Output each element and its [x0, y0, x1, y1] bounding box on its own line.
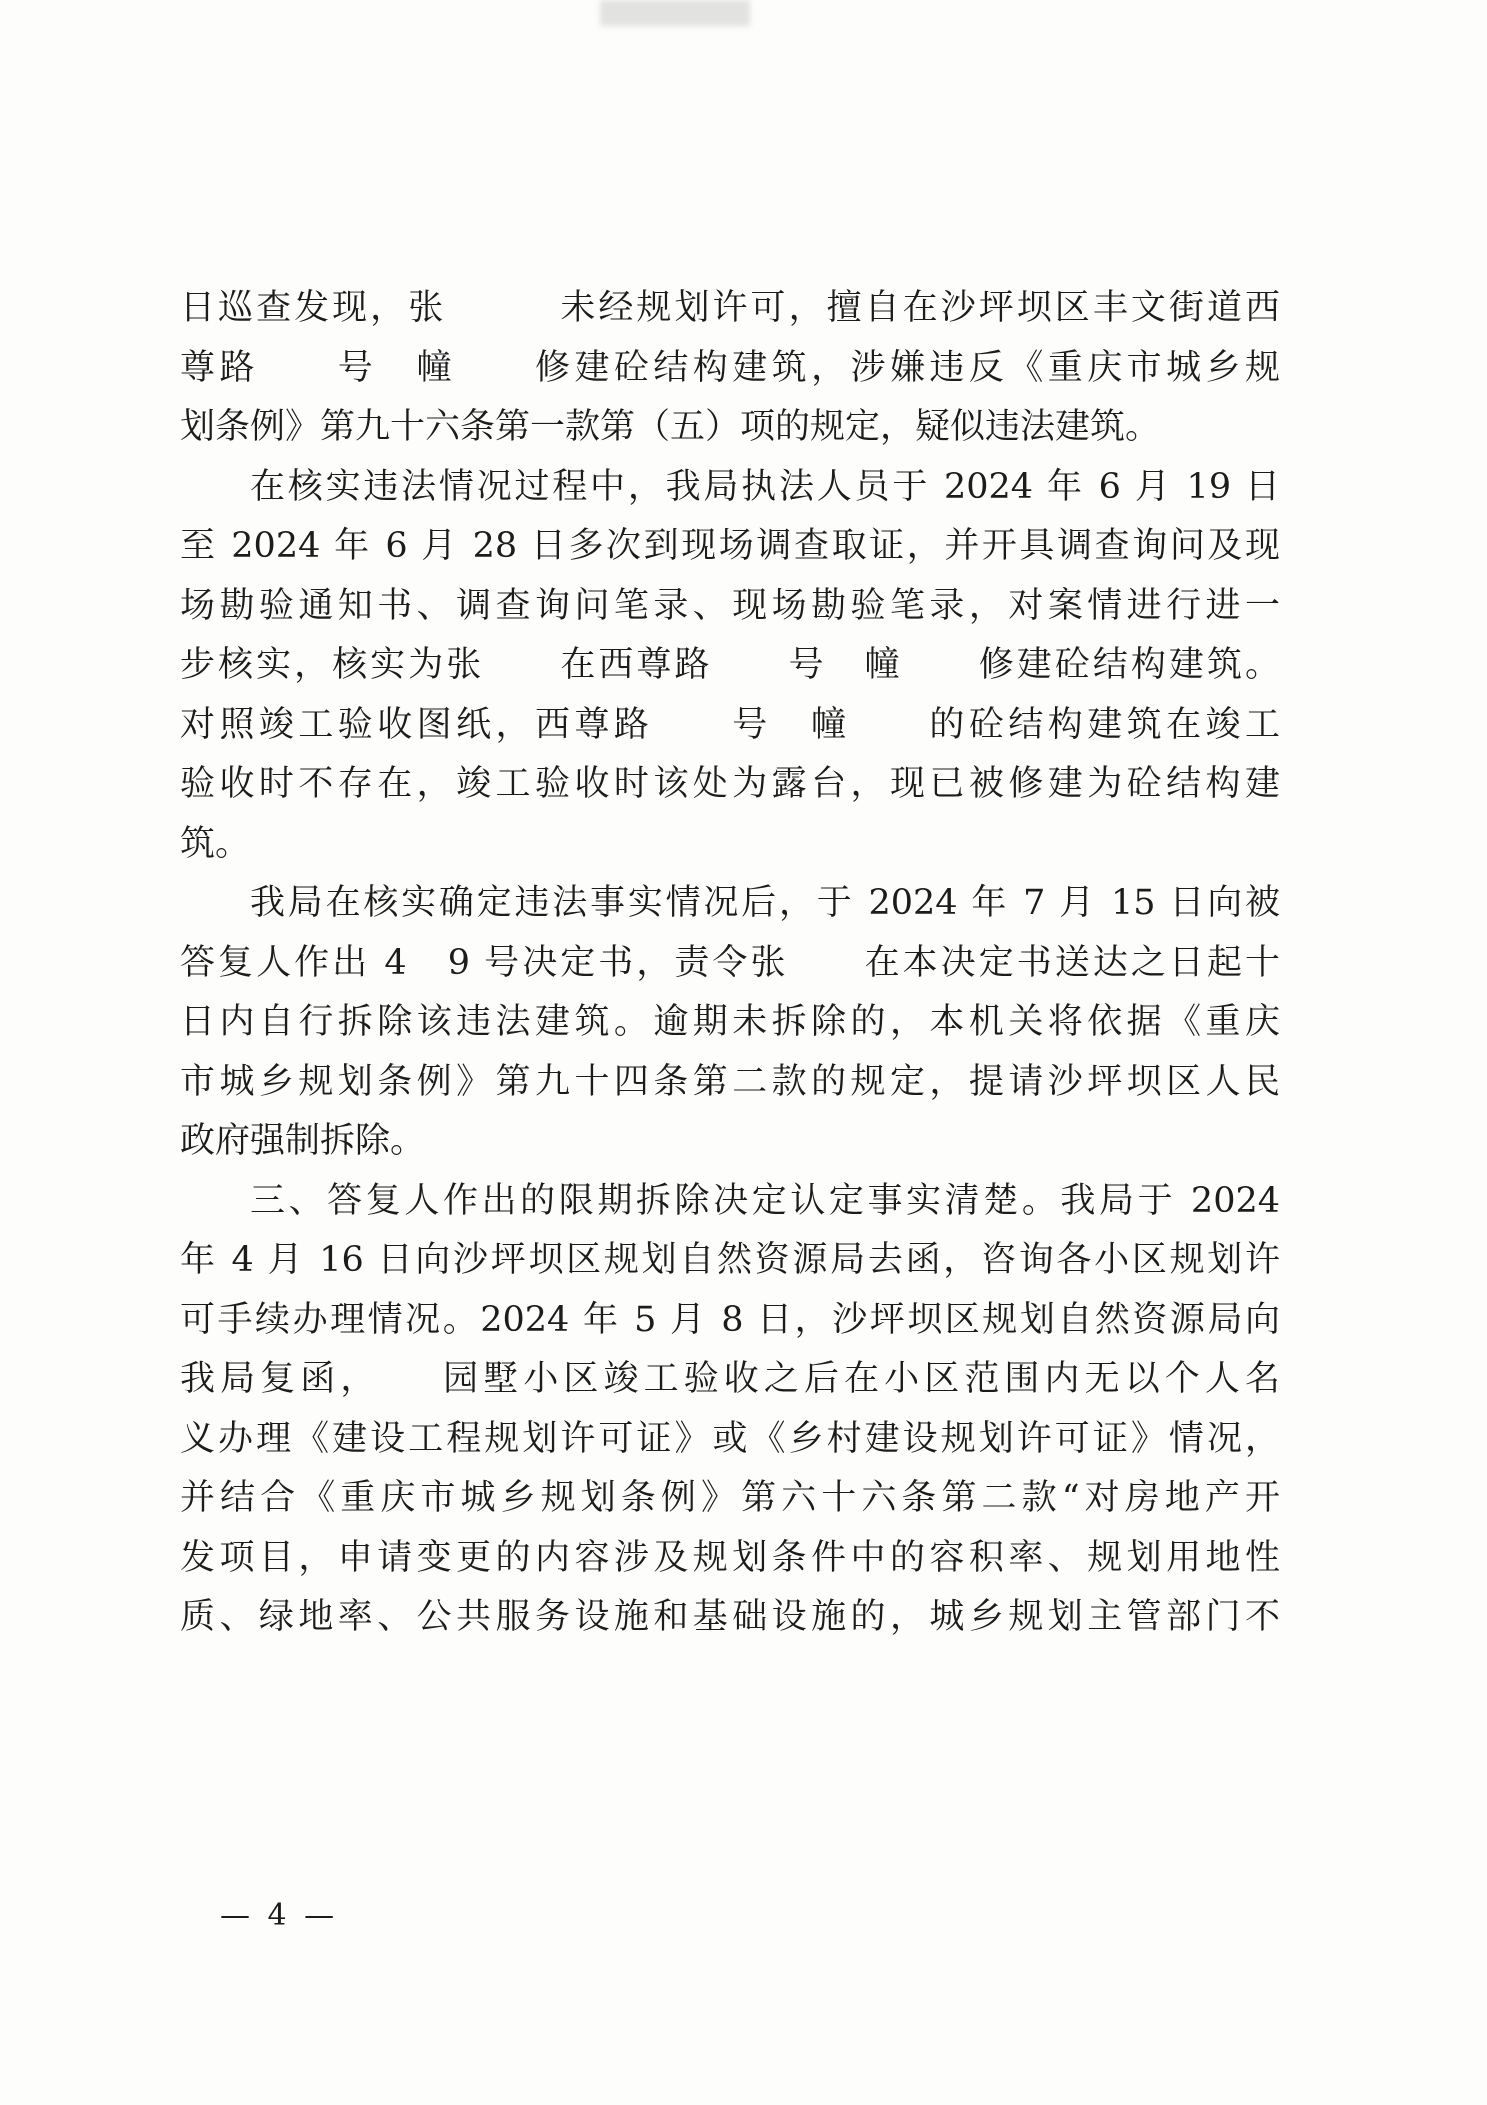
text-line: 发项目，申请变更的内容涉及规划条件中的容积率、规划用地性	[180, 1537, 1280, 1578]
text-line: 在核实违法情况过程中，我局执法人员于 2024 年 6 月 19 日	[250, 466, 1280, 507]
text-line: 义办理《建设工程规划许可证》或《乡村建设规划许可证》情况，	[180, 1418, 1280, 1459]
text-line: 日巡查发现，张 未经规划许可，擅自在沙坪坝区丰文街道西	[180, 288, 1280, 328]
text-line: 三、答复人作出的限期拆除决定认定事实清楚。我局于 2024	[250, 1180, 1280, 1221]
text-line: 对照竣工验收图纸，西尊路 号 幢 的砼结构建筑在竣工	[180, 704, 1280, 745]
text-line: 验收时不存在，竣工验收时该处为露台，现已被修建为砼结构建	[180, 764, 1280, 804]
text-line: 划条例》第九十六条第一款第（五）项的规定，疑似违法建筑。	[180, 407, 1161, 447]
text-line: 市城乡规划条例》第九十四条第二款的规定，提请沙坪坝区人民	[180, 1061, 1280, 1102]
text-line: 日内自行拆除该违法建筑。逾期未拆除的，本机关将依据《重庆	[180, 1002, 1280, 1042]
text-line: 我局在核实确定违法事实情况后，于 2024 年 7 月 15 日向被	[250, 883, 1280, 923]
text-line: 质、绿地率、公共服务设施和基础设施的，城乡规划主管部门不	[180, 1597, 1280, 1637]
text-line: 并结合《重庆市城乡规划条例》第六十六条第二款“对房地产开	[180, 1478, 1280, 1518]
scan-smudge	[600, 0, 750, 26]
text-line: 可手续办理情况。2024 年 5 月 8 日，沙坪坝区规划自然资源局向	[180, 1299, 1280, 1340]
text-line: 年 4 月 16 日向沙坪坝区规划自然资源局去函，咨询各小区规划许	[180, 1240, 1280, 1280]
text-line: 场勘验通知书、调查询问笔录、现场勘验笔录，对案情进行进一	[180, 585, 1280, 626]
text-line: 筑。	[180, 823, 251, 864]
text-line: 我局复函， 园墅小区竣工验收之后在小区范围内无以个人名	[180, 1359, 1280, 1399]
text-line: 尊路 号 幢 修建砼结构建筑，涉嫌违反《重庆市城乡规	[180, 347, 1280, 388]
text-line: 答复人作出 4 9 号决定书，责令张 在本决定书送达之日起十	[180, 942, 1280, 983]
text-line: 步核实，核实为张 在西尊路 号 幢 修建砼结构建筑。	[180, 645, 1280, 685]
text-line: 政府强制拆除。	[180, 1121, 426, 1161]
text-line: 至 2024 年 6 月 28 日多次到现场调查取证，并开具调查询问及现	[180, 526, 1280, 566]
page-number: — 4 —	[220, 1898, 339, 1933]
document-body	[180, 279, 1280, 1648]
